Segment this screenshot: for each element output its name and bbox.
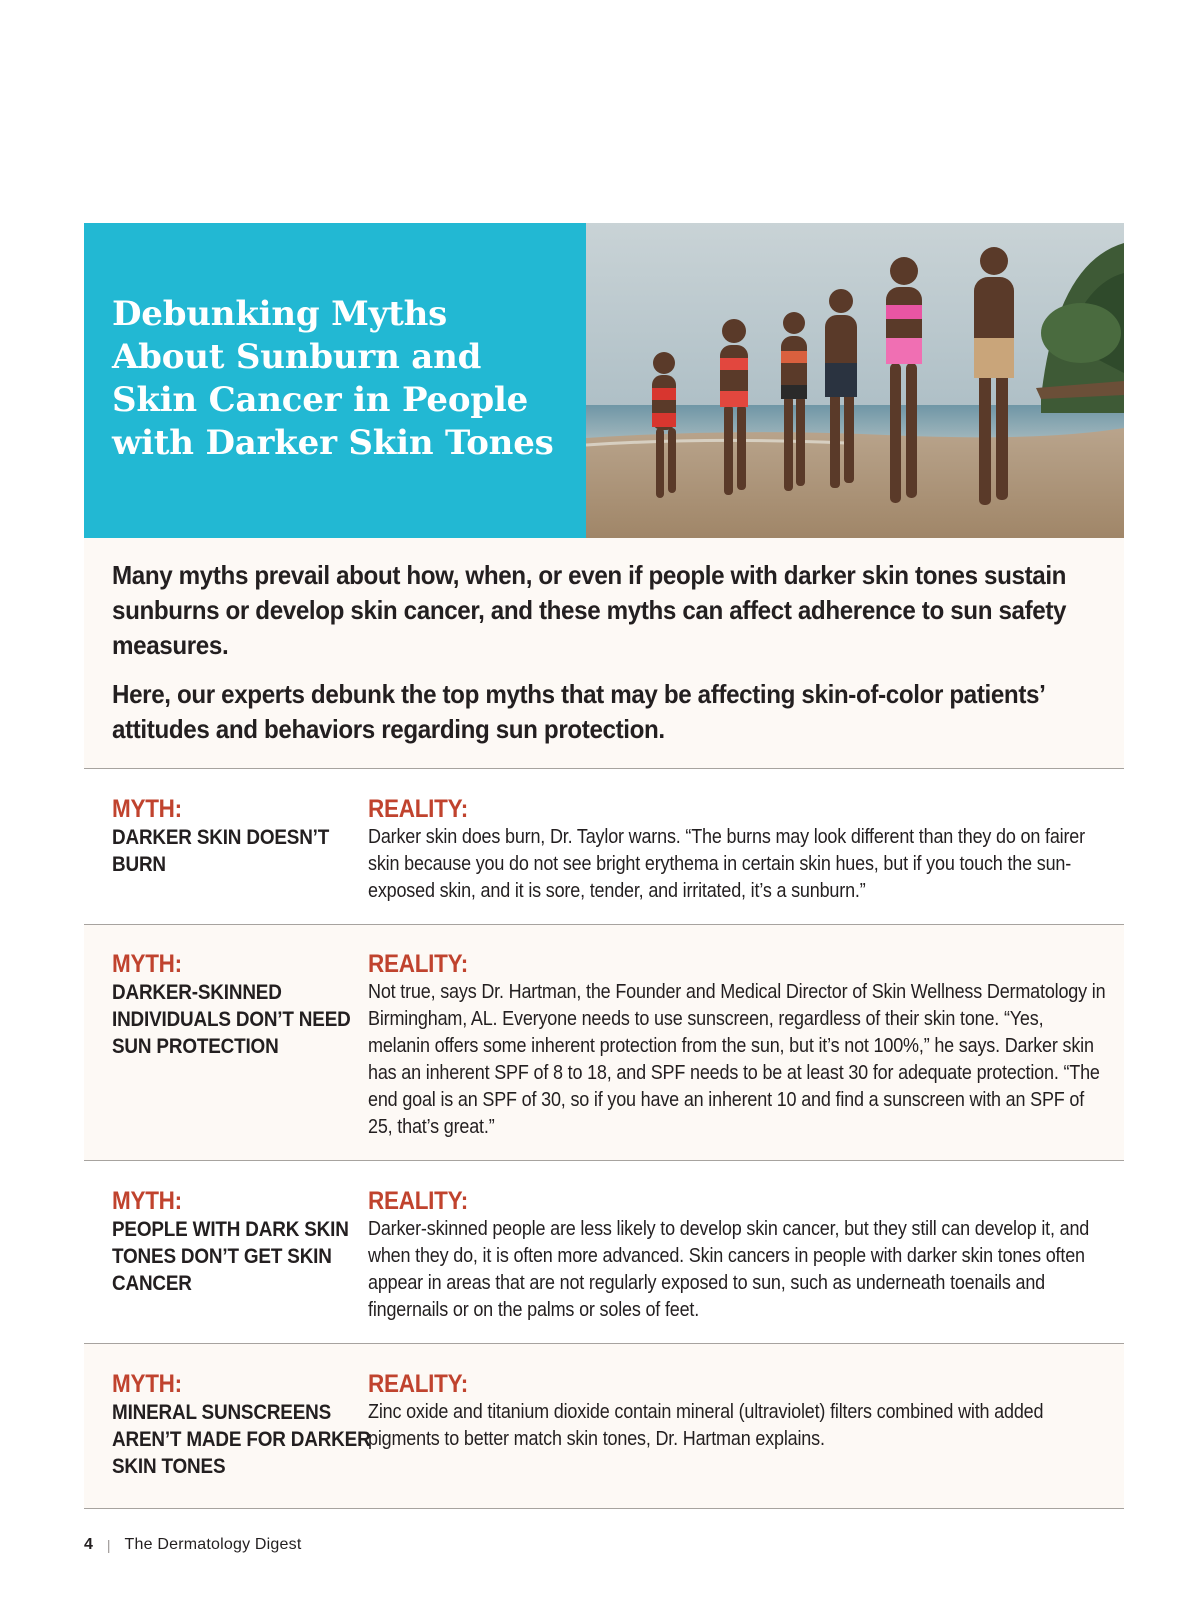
myth-text: PEOPLE WITH DARK SKIN TONES DON’T GET SKIN CANCER	[112, 1218, 349, 1295]
myth-column	[84, 769, 368, 924]
reality-text: Not true, says Dr. Hartman, the Founder and Medical Director of Skin Wellness Dermatology in Birmingham, AL. Everyone needs to use sunscreen, regardless of their skin tone. “Yes, melanin offers some inherent protection from the sun, but it’s not 100%,” he says. Darker skin has an inherent SPF of 8 to 18, and SPF needs to be at least 30 for adequate protection. “The end goal is an SPF of 30, so if you have an inherent 10 and find a sunscreen with an SPF of 25, that’s great.”	[368, 981, 1106, 1138]
myth-row-1	[84, 769, 1124, 925]
photo-illustration	[586, 223, 1124, 538]
myth-column	[84, 1161, 368, 1343]
reality-column	[368, 769, 1124, 924]
myth-row-2	[84, 925, 1124, 1161]
myth-text: DARKER-SKINNED INDIVIDUALS DON’T NEED SUN PROTECTION	[112, 981, 351, 1058]
myth-label: MYTH:	[112, 795, 182, 823]
myth-text: MINERAL SUNSCREENS AREN’T MADE FOR DARKER SKIN TONES	[112, 1401, 371, 1478]
page-footer	[84, 1536, 301, 1554]
reality-label: REALITY:	[368, 1187, 468, 1215]
intro-paragraph-2: Here, our experts debunk the top myths that may be affecting skin-of-color patients’ attitudes and behaviors regarding sun protection.	[112, 679, 1045, 744]
reality-label: REALITY:	[368, 1370, 468, 1398]
hero-banner	[84, 223, 1124, 538]
myth-row-3	[84, 1161, 1124, 1344]
page-title: Debunking Myths About Sunburn and Skin Cancer in People with Darker Skin Tones	[112, 294, 554, 463]
intro-section	[84, 538, 1124, 769]
myth-column	[84, 925, 368, 1160]
myth-text: DARKER SKIN DOESN’T BURN	[112, 826, 330, 876]
reality-column	[368, 1161, 1124, 1343]
myth-column	[84, 1344, 371, 1508]
reality-label: REALITY:	[368, 795, 468, 823]
publication-name: The Dermatology Digest	[124, 1536, 302, 1553]
reality-column	[368, 925, 1124, 1160]
myth-label: MYTH:	[112, 1187, 182, 1215]
myth-label: MYTH:	[112, 1370, 182, 1398]
myth-label: MYTH:	[112, 950, 182, 978]
reality-text: Darker-skinned people are less likely to develop skin cancer, but they still can develop it, and when they do, it is often more advanced. Skin cancers in people with darker skin tones often appear in areas that are not regularly exposed to sun, such as underneath toenails and fingernails or on the palms or soles of feet.	[368, 1218, 1090, 1321]
page-number: 4	[84, 1536, 93, 1553]
reality-column	[368, 1344, 1124, 1508]
footer-separator: |	[106, 1537, 111, 1553]
intro-paragraph-1: Many myths prevail about how, when, or even if people with darker skin tones sustain sunburns or develop skin cancer, and these myths can affect adherence to sun safety measures.	[112, 560, 1067, 660]
myth-row-4	[84, 1344, 1124, 1509]
reality-text: Zinc oxide and titanium dioxide contain mineral (ultraviolet) filters combined with added pigments to better match skin tones, Dr. Hartman explains.	[368, 1401, 1044, 1450]
reality-label: REALITY:	[368, 950, 468, 978]
reality-text: Darker skin does burn, Dr. Taylor warns. “The burns may look different than they do on fairer skin because you do not see bright erythema in certain skin hues, but if you touch the sun-exposed skin, and it is sore, tender, and irritated, it’s a sunburn.”	[368, 826, 1085, 902]
beach-group-photo	[586, 223, 1124, 538]
hero-title-box	[84, 223, 586, 538]
